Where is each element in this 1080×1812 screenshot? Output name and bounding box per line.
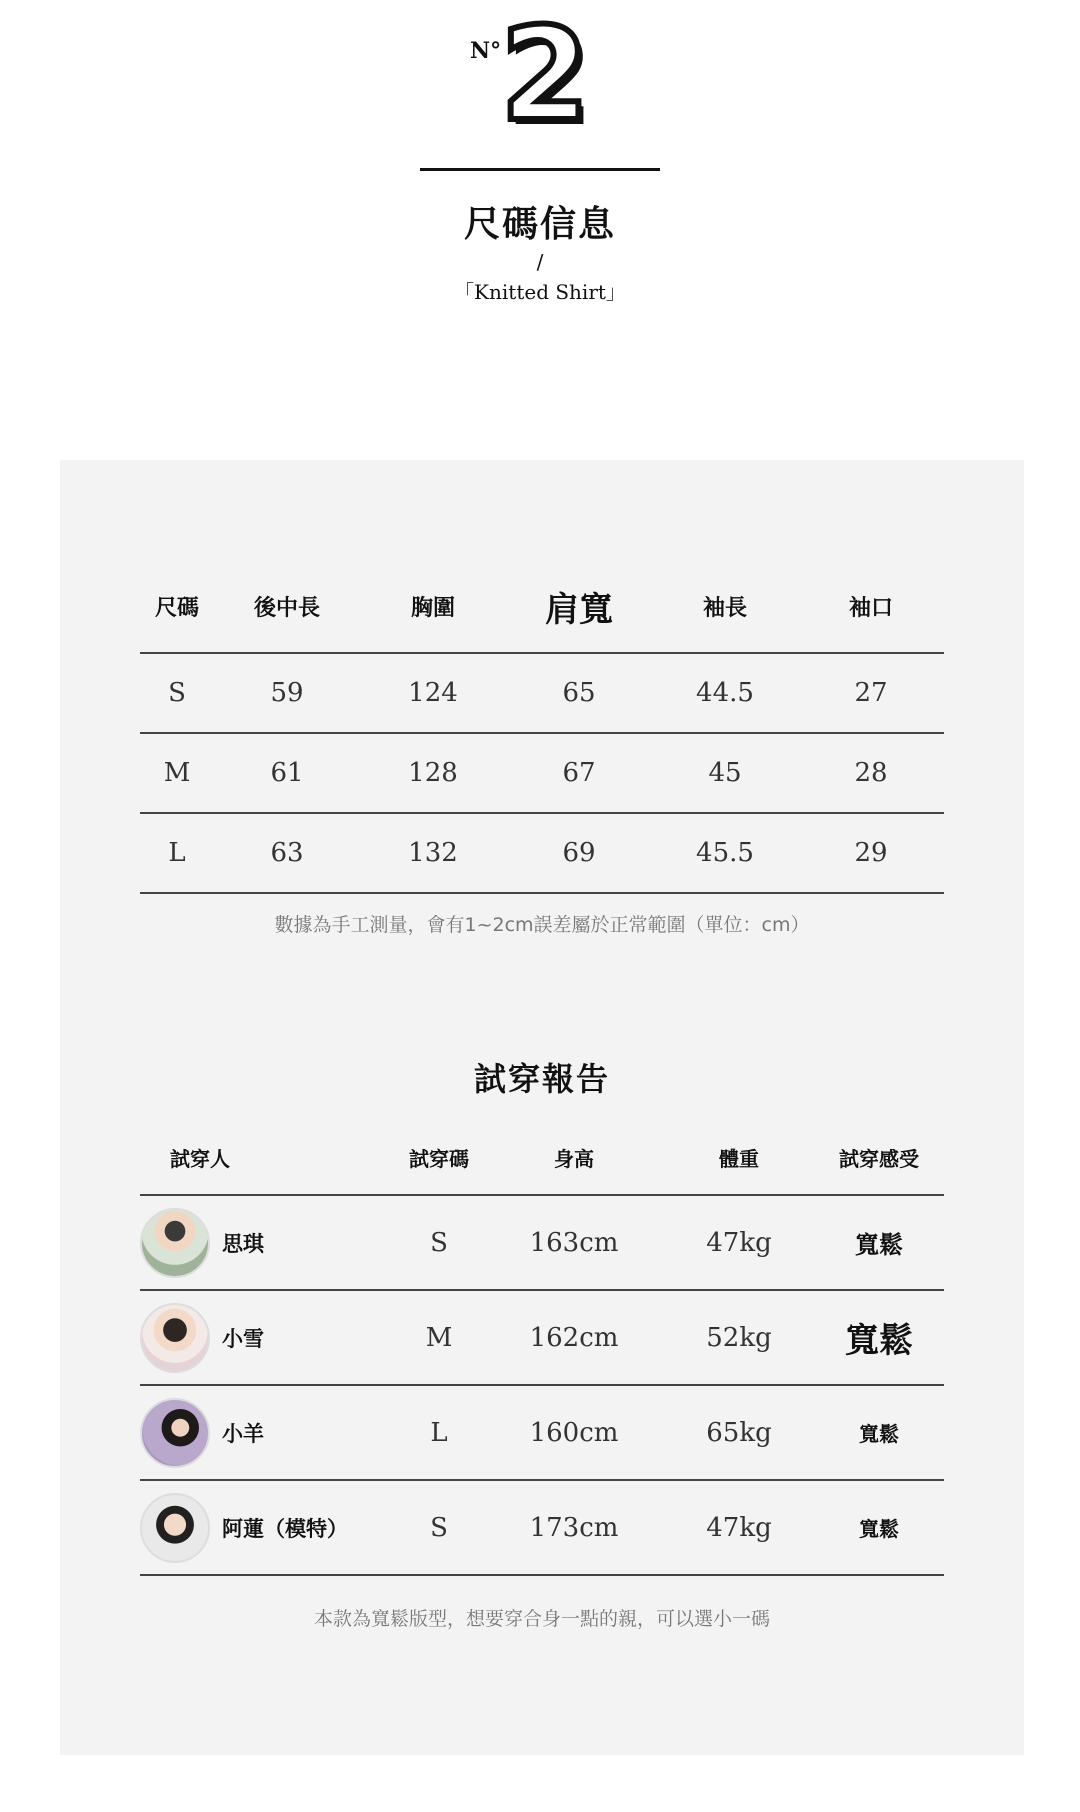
table-row [140, 814, 944, 894]
header-divider [420, 168, 660, 171]
tester-cell [140, 1493, 394, 1563]
height: 163cm [529, 1227, 619, 1258]
tried-size: S [430, 1227, 448, 1258]
cell-shoulder: 69 [562, 838, 596, 868]
header-sleeve-length: 袖長 [702, 595, 747, 621]
fit-feel: 寬鬆 [855, 1231, 903, 1259]
weight: 47kg [706, 1512, 772, 1543]
size-table-header [140, 560, 944, 654]
header-back-length: 後中長 [253, 595, 320, 621]
table-row [140, 1386, 944, 1481]
header-tester: 試穿人 [170, 1146, 230, 1171]
title-separator: / [536, 250, 544, 274]
cell-shoulder: 67 [562, 758, 596, 788]
number-prefix: N° [470, 38, 502, 64]
tried-size: S [430, 1512, 448, 1543]
product-name: 「Knitted Shirt」 [454, 280, 626, 304]
cell-cuff: 27 [854, 678, 888, 708]
weight: 52kg [706, 1322, 772, 1353]
try-on-table-header [140, 1120, 944, 1196]
fit-advice-note: 本款為寬鬆版型，想要穿合身一點的親，可以選小一碼 [313, 1608, 770, 1630]
weight: 65kg [706, 1417, 772, 1448]
cell-cuff: 29 [854, 838, 888, 868]
header-chest: 胸圍 [410, 595, 455, 621]
avatar [140, 1398, 210, 1468]
cell-cuff: 28 [854, 758, 888, 788]
tester-name: 思琪 [222, 1231, 264, 1256]
header-tried-size: 試穿碼 [409, 1146, 469, 1171]
try-on-table [140, 1120, 944, 1576]
cell-back-length: 59 [270, 678, 304, 708]
fit-feel: 寬鬆 [859, 1422, 899, 1446]
fit-feel: 寬鬆 [845, 1321, 913, 1361]
tried-size: M [425, 1322, 453, 1353]
avatar [140, 1303, 210, 1373]
table-row [140, 1291, 944, 1386]
header-cuff: 袖口 [848, 595, 893, 621]
tester-name: 阿蓮（模特） [222, 1516, 348, 1541]
page-title: 尺碼信息 [463, 204, 616, 245]
cell-sleeve-length: 45.5 [696, 838, 754, 868]
size-table [140, 560, 944, 894]
cell-size: M [163, 758, 191, 788]
height: 160cm [529, 1417, 619, 1448]
tester-name: 小雪 [222, 1326, 264, 1351]
tester-cell [140, 1303, 394, 1373]
tester-cell [140, 1398, 394, 1468]
report-title: 試穿報告 [473, 1060, 610, 1098]
section-number: 2 [500, 1, 590, 150]
table-row [140, 1481, 944, 1576]
height: 162cm [529, 1322, 619, 1353]
table-row [140, 1196, 944, 1291]
cell-size: S [168, 678, 186, 708]
header-shoulder: 肩寬 [545, 589, 613, 630]
table-row [140, 654, 944, 734]
fit-feel: 寬鬆 [859, 1517, 899, 1541]
header-height: 身高 [554, 1146, 594, 1171]
cell-chest: 124 [408, 678, 458, 708]
info-panel [60, 460, 1024, 1755]
cell-back-length: 61 [270, 758, 304, 788]
cell-shoulder: 65 [562, 678, 596, 708]
tester-cell [140, 1208, 394, 1278]
header [0, 0, 1080, 330]
header-size: 尺碼 [154, 595, 199, 621]
cell-size: L [168, 838, 186, 868]
cell-sleeve-length: 45 [708, 758, 742, 788]
header-weight: 體重 [719, 1146, 759, 1171]
tester-name: 小羊 [222, 1421, 264, 1446]
avatar [140, 1493, 210, 1563]
cell-back-length: 63 [270, 838, 304, 868]
table-row [140, 734, 944, 814]
weight: 47kg [706, 1227, 772, 1258]
measurement-note: 數據為手工測量，會有1~2cm誤差屬於正常範圍（單位：cm） [274, 914, 810, 936]
cell-sleeve-length: 44.5 [696, 678, 754, 708]
height: 173cm [529, 1512, 619, 1543]
header-fit-feel: 試穿感受 [839, 1146, 919, 1171]
cell-chest: 128 [408, 758, 458, 788]
cell-chest: 132 [408, 838, 458, 868]
tried-size: L [430, 1417, 448, 1448]
avatar [140, 1208, 210, 1278]
